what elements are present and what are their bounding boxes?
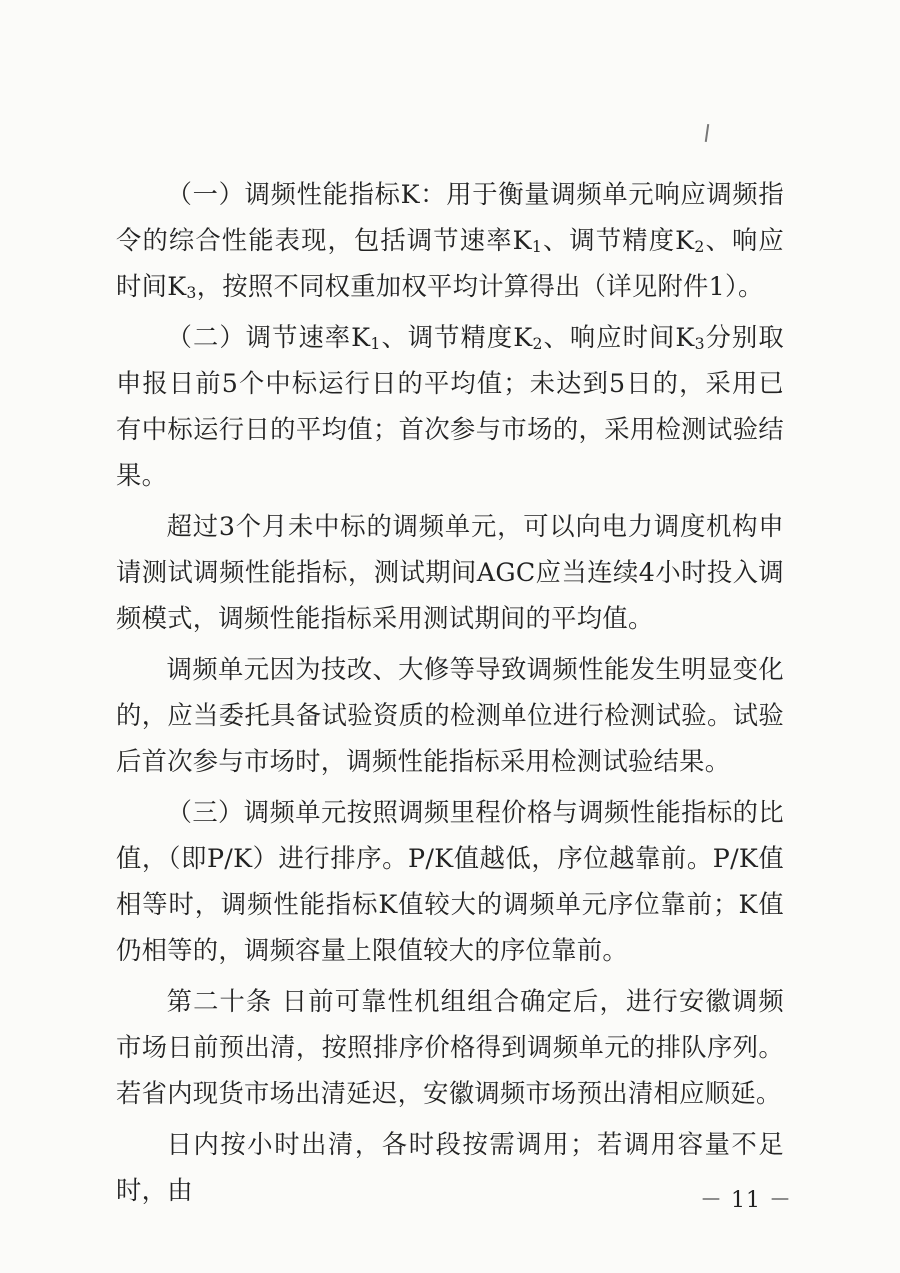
text-run: 调频单元因为技改、大修等导致调频性能发生明显变化的，应当委托具备试验资质的检测单位进行检测试验。试验后首次参与市场时，调频性能指标采用检测试验结果。	[116, 655, 784, 776]
text-run: 超过3个月未中标的调频单元，可以向电力调度机构申请测试调频性能指标，测试期间AGC应当连续4小时投入调频模式，调频性能指标采用测试期间的平均值。	[116, 512, 784, 633]
subscript: 2	[532, 334, 543, 354]
subscript: 2	[694, 237, 705, 257]
paragraph-3	[116, 504, 784, 642]
page-number: － 11 －	[700, 1188, 792, 1213]
text-run: 、调节精度K	[380, 323, 533, 352]
subscript: 3	[694, 334, 705, 354]
subscript: 3	[186, 283, 197, 303]
subscript: 1	[531, 237, 543, 257]
text-run: 、调节精度K	[542, 226, 695, 255]
text-run: 日内按小时出清，各时段按需调用；若调用容量不足时，由	[116, 1130, 784, 1205]
paragraph-1	[116, 172, 784, 310]
text-run: 分别取申报日前5个中标运行日的平均值；未达到5日的，采用已有中标运行日的平均值；首次参与市场的，采用检测试验结果。	[116, 323, 784, 490]
text-run: （三）调频单元按照调频里程价格与调频性能指标的比值，（即P/K）进行排序。P/K值越低，序位越靠前。P/K值相等时，调频性能指标K值较大的调频单元序位靠前；K值仍相等的，调频容量上限值较大的序位靠前。	[116, 798, 784, 965]
scan-mark	[705, 124, 709, 142]
text-run: 第二十条 日前可靠性机组组合确定后，进行安徽调频市场日前预出清，按照排序价格得到调频单元的排队序列。若省内现货市场出清延迟，安徽调频市场预出清相应顺延。	[116, 987, 784, 1108]
subscript: 1	[370, 334, 381, 354]
paragraph-2	[116, 315, 784, 499]
text-run: （二）调节速率K	[166, 323, 371, 352]
text-run: 、响应时间K	[116, 226, 784, 301]
paragraph-5	[116, 790, 784, 974]
paragraph-7	[116, 1122, 784, 1214]
body-text	[116, 172, 784, 1214]
text-run: 、响应时间K	[542, 323, 695, 352]
paragraph-6	[116, 979, 784, 1117]
paragraph-4	[116, 647, 784, 785]
text-run: ，按照不同权重加权平均计算得出（详见附件1）。	[196, 272, 764, 301]
text-run: （一）调频性能指标K：用于衡量调频单元响应调频指令的综合性能表现，包括调节速率K	[116, 180, 784, 255]
